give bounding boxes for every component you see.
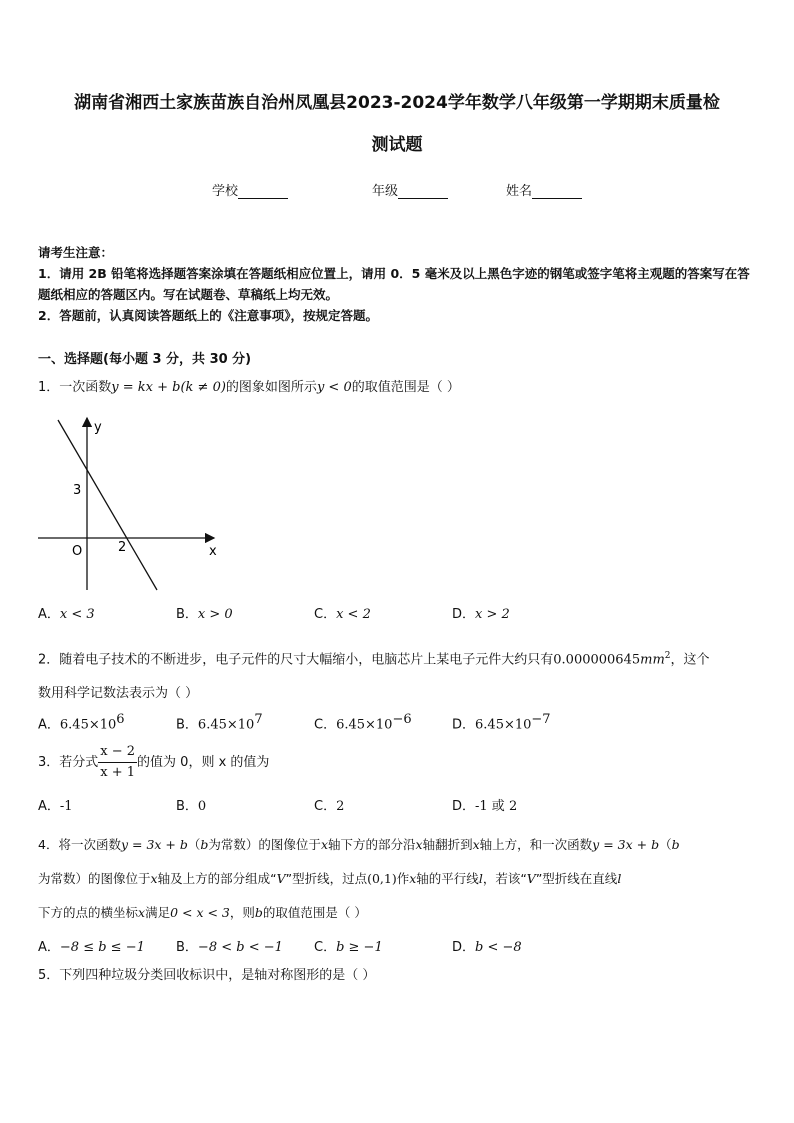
- q3-option-c[interactable]: C．2: [314, 799, 345, 814]
- notice-item-2: 2．答题前，认真阅读答题纸上的《注意事项》，按规定答题。: [38, 308, 378, 323]
- q1-graph: [34, 412, 224, 598]
- page-title-line-2: 测试题: [371, 135, 423, 155]
- q1-option-a[interactable]: A．x < 3: [38, 607, 95, 622]
- q4-option-a[interactable]: A．−8 ≤ b ≤ −1: [38, 940, 145, 955]
- page-title-line-1: 湖南省湘西土家族苗族自治州凤凰县2023-2024学年数学八年级第一学期期末质量检: [74, 93, 720, 113]
- q3-prefix: 3．若分式: [38, 755, 99, 770]
- grade-blank: [398, 184, 448, 199]
- q3-denominator: x + 1: [100, 765, 136, 780]
- q1-suffix: 的取值范围是（ ）: [351, 380, 460, 395]
- q1-option-d[interactable]: D．x > 2: [452, 607, 510, 622]
- question-5-stem: 5．下列四种垃圾分类回收标识中，是轴对称图形的是（ ）: [38, 968, 376, 983]
- grade-label: 年级: [372, 184, 399, 199]
- function-line: [58, 420, 157, 590]
- grade-field: [372, 180, 448, 199]
- q2-option-c[interactable]: C．$6.45\times 10^{-6}$: [314, 712, 412, 733]
- q2-value: 0.000000645: [553, 652, 641, 668]
- q2-text-b: ，这个: [670, 652, 710, 668]
- school-blank: [238, 184, 288, 199]
- x-intercept-label: 2: [118, 540, 127, 555]
- question-1-stem: [38, 378, 758, 398]
- q3-option-d[interactable]: D．-1 或 2: [452, 799, 518, 814]
- school-field: [212, 180, 288, 199]
- name-blank: [532, 184, 582, 199]
- x-axis-label: x: [209, 544, 217, 559]
- q2-unit: mm: [640, 652, 665, 668]
- q2-line-2: 数用科学记数法表示为（ ）: [38, 686, 199, 702]
- q1-option-b[interactable]: B．x > 0: [176, 607, 233, 622]
- q1-formula: y = kx + b(k ≠ 0): [111, 380, 226, 395]
- section-heading: 一、选择题(每小题 3 分，共 30 分): [38, 352, 252, 367]
- q1-prefix: 1．一次函数: [38, 380, 112, 395]
- notice-heading: 请考生注意：: [38, 245, 114, 260]
- origin-label: O: [72, 544, 83, 559]
- question-4-stem: 4．将一次函数y = 3x + b（b为常数）的图像位于x轴下方的部分沿x轴翻折到x轴上方，和一次函数y = 3x + b（b 为常数）的图像位于x轴及上方的部分组成“V”型折线，过点(0,1)作x轴的平行线l，若该“V”型折线在直线l 下方的点的横坐标x满足0 < x < 3，则b的取值范围是（ ）: [38, 837, 680, 920]
- q3-fraction: [98, 742, 137, 783]
- q2-option-d[interactable]: D．$6.45\times 10^{-7}$: [452, 712, 551, 733]
- question-2-stem: [38, 639, 758, 711]
- name-label: 姓名: [506, 184, 533, 199]
- school-label: 学校: [212, 184, 239, 199]
- q4-option-b[interactable]: B．−8 < b < −1: [176, 940, 283, 955]
- q3-numerator: x − 2: [98, 742, 137, 763]
- q2-text-a: 2．随着电子技术的不断进步，电子元件的尺寸大幅缩小，电脑芯片上某电子元件大约只有: [38, 652, 554, 668]
- notice-block: [38, 242, 758, 326]
- q2-option-a[interactable]: A．$6.45\times 10^6$: [38, 712, 125, 733]
- q1-condition: y < 0: [316, 380, 352, 395]
- q4-option-d[interactable]: D．b < −8: [452, 940, 522, 955]
- q3-suffix: 的值为 0，则 x 的值为: [137, 755, 270, 770]
- q2-unit-exp: 2: [664, 651, 671, 661]
- y-axis-label: y: [94, 420, 102, 435]
- y-intercept-label: 3: [73, 483, 82, 498]
- q3-option-a[interactable]: A．-1: [38, 799, 73, 814]
- q2-option-b[interactable]: B．$6.45\times 10^7$: [176, 712, 263, 733]
- notice-item-1: 1．请用 2B 铅笔将选择题答案涂填在答题纸相应位置上，请用 0．5 毫米及以上黑色字迹的钢笔或签字笔将主观题的答案写在答题纸相应的答题区内。写在试题卷、草稿纸上均无效。: [38, 266, 750, 302]
- q3-option-b[interactable]: B．0: [176, 799, 207, 814]
- q1-middle: 的图象如图所示: [225, 380, 317, 395]
- question-3-stem: [38, 742, 758, 783]
- q4-option-c[interactable]: C．b ≥ −1: [314, 940, 383, 955]
- name-field: [506, 180, 582, 199]
- q1-option-c[interactable]: C．x < 2: [314, 607, 371, 622]
